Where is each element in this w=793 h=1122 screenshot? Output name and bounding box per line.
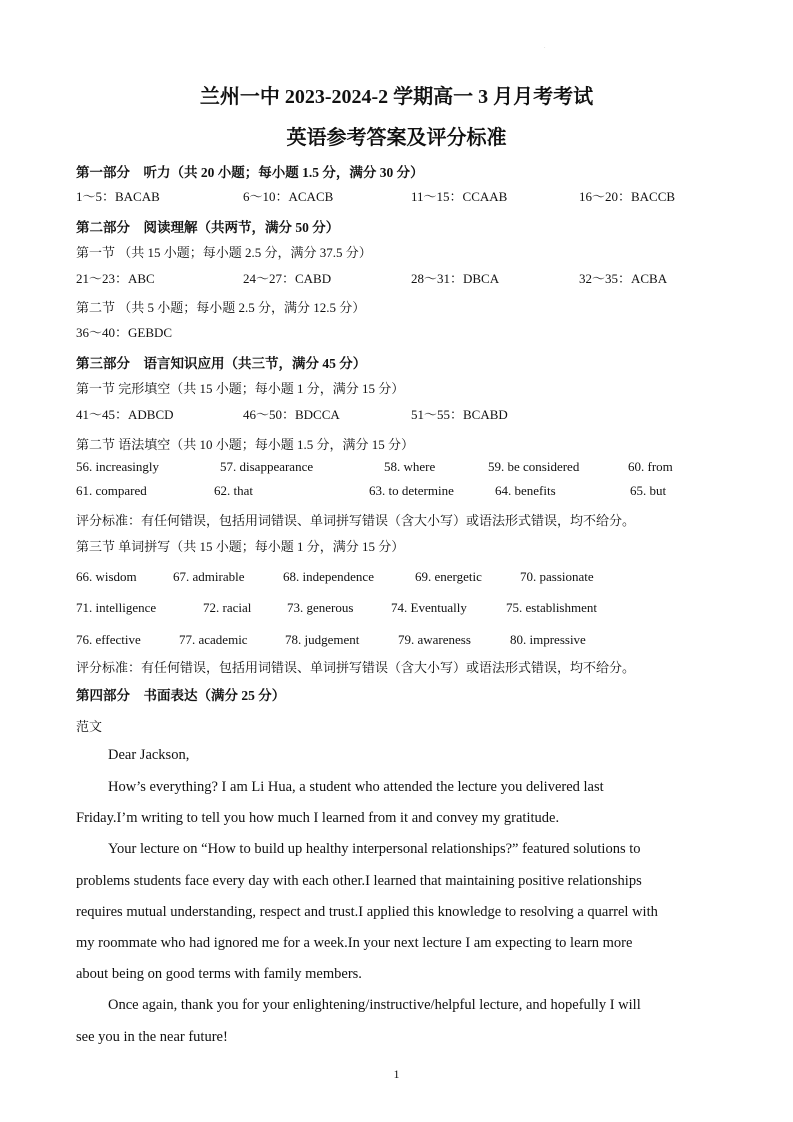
spelling-answer-78: 78. judgement bbox=[285, 632, 360, 647]
grammar-answer-64: 64. benefits bbox=[495, 483, 556, 498]
grammar-answer-65: 65. but bbox=[630, 483, 667, 498]
part2-s1-answer-3: 28～31：DBCA bbox=[411, 271, 500, 286]
spelling-answer-68: 68. independence bbox=[283, 569, 374, 584]
spelling-criteria: 评分标准：有任何错误，包括用词错误、单词拼写错误（含大小写）或语法形式错误，均不给分。 bbox=[76, 660, 636, 675]
part1-answer-3: 11～15：CCAAB bbox=[411, 189, 508, 204]
part3-section3-heading: 第三节 单词拼写（共 15 小题；每小题 1 分，满分 15 分） bbox=[76, 539, 405, 554]
letter-line-7: about being on good terms with family members. bbox=[76, 966, 362, 982]
grammar-answer-60: 60. from bbox=[628, 459, 673, 474]
letter-line-2: Friday.I’m writing to tell you how much I learned from it and convey my gratitude. bbox=[76, 810, 560, 826]
letter-line-6: my roommate who had ignored me for a week.In your next lecture I am expecting to learn more bbox=[76, 935, 633, 951]
spelling-answer-71: 71. intelligence bbox=[76, 600, 157, 615]
spelling-answer-73: 73. generous bbox=[287, 600, 354, 615]
part2-s2-answer-1: 36～40：GEBDC bbox=[76, 325, 173, 340]
spelling-answer-77: 77. academic bbox=[179, 632, 248, 647]
spelling-answer-75: 75. establishment bbox=[506, 600, 597, 615]
part1-heading: 第一部分 听力（共 20 小题；每小题 1.5 分，满分 30 分） bbox=[76, 165, 424, 180]
grammar-answer-58: 58. where bbox=[384, 459, 436, 474]
spelling-answer-69: 69. energetic bbox=[415, 569, 482, 584]
part2-s1-answer-4: 32～35：ACBA bbox=[579, 271, 668, 286]
part1-answer-1: 1～5：BACAB bbox=[76, 189, 160, 204]
part3-s1-answer-1: 41～45：ADBCD bbox=[76, 407, 174, 422]
part3-s1-answer-2: 46～50：BDCCA bbox=[243, 407, 340, 422]
spelling-answer-80: 80. impressive bbox=[510, 632, 586, 647]
grammar-answer-57: 57. disappearance bbox=[220, 459, 314, 474]
part2-s1-answer-1: 21～23：ABC bbox=[76, 271, 155, 286]
spelling-answer-79: 79. awareness bbox=[398, 632, 471, 647]
grammar-criteria: 评分标准：有任何错误，包括用词错误、单词拼写错误（含大小写）或语法形式错误，均不给分。 bbox=[76, 513, 636, 528]
grammar-answer-59: 59. be considered bbox=[488, 459, 580, 474]
part2-section2-heading: 第二节 （共 5 小题；每小题 2.5 分，满分 12.5 分） bbox=[76, 300, 366, 315]
page-number: 1 bbox=[393, 1067, 400, 1081]
letter-line-9: see you in the near future! bbox=[76, 1029, 228, 1045]
top-mark: . bbox=[544, 44, 546, 50]
grammar-answer-61: 61. compared bbox=[76, 483, 147, 498]
part3-section2-heading: 第二节 语法填空（共 10 小题；每小题 1.5 分，满分 15 分） bbox=[76, 437, 415, 452]
spelling-answer-74: 74. Eventually bbox=[391, 600, 467, 615]
spelling-answer-66: 66. wisdom bbox=[76, 569, 137, 584]
grammar-answer-62: 62. that bbox=[214, 483, 253, 498]
part2-heading: 第二部分 阅读理解（共两节，满分 50 分） bbox=[76, 220, 340, 235]
letter-greeting: Dear Jackson, bbox=[108, 747, 190, 763]
sample-label: 范文 bbox=[76, 719, 103, 734]
spelling-answer-70: 70. passionate bbox=[520, 569, 594, 584]
letter-line-4: problems students face every day with each other.I learned that maintaining positive relationships bbox=[76, 873, 642, 889]
part2-s1-answer-2: 24～27：CABD bbox=[243, 271, 332, 286]
spelling-answer-76: 76. effective bbox=[76, 632, 141, 647]
grammar-answer-63: 63. to determine bbox=[369, 483, 454, 498]
part2-section1-heading: 第一节 （共 15 小题；每小题 2.5 分，满分 37.5 分） bbox=[76, 245, 372, 260]
letter-line-5: requires mutual understanding, respect and trust.I applied this knowledge to resolving a quarrel with bbox=[76, 904, 658, 920]
part3-section1-heading: 第一节 完形填空（共 15 小题；每小题 1 分，满分 15 分） bbox=[76, 381, 405, 396]
part1-answer-4: 16～20：BACCB bbox=[579, 189, 676, 204]
spelling-answer-72: 72. racial bbox=[203, 600, 252, 615]
page-title: 兰州一中 2023-2024-2 学期高一 3 月月考考试 bbox=[199, 86, 594, 108]
page-subtitle: 英语参考答案及评分标准 bbox=[286, 127, 507, 149]
grammar-answer-56: 56. increasingly bbox=[76, 459, 160, 474]
letter-line-1: How’s everything? I am Li Hua, a student who attended the lecture you delivered last bbox=[108, 779, 604, 795]
letter-line-8: Once again, thank you for your enlightening/instructive/helpful lecture, and hopefully I will bbox=[108, 997, 641, 1013]
part4-heading: 第四部分 书面表达（满分 25 分） bbox=[76, 688, 286, 703]
letter-line-3: Your lecture on “How to build up healthy interpersonal relationships?” featured solutions to bbox=[108, 841, 641, 857]
part3-s1-answer-3: 51～55：BCABD bbox=[411, 407, 508, 422]
spelling-answer-67: 67. admirable bbox=[173, 569, 245, 584]
part3-heading: 第三部分 语言知识应用（共三节，满分 45 分） bbox=[76, 356, 367, 371]
part1-answer-2: 6～10：ACACB bbox=[243, 189, 334, 204]
